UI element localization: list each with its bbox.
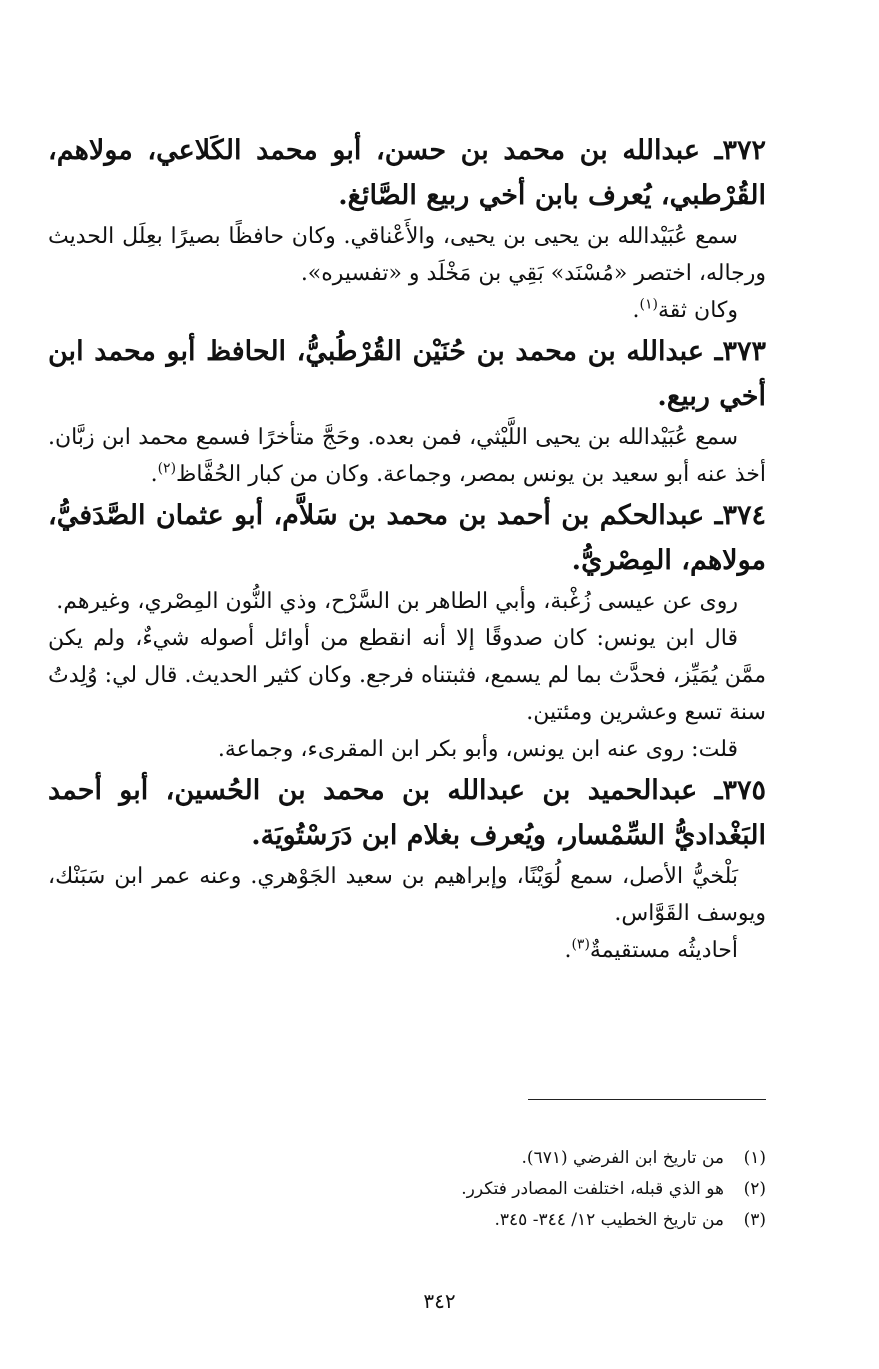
entry-372-period: . [632,298,640,323]
page-number: ٣٤٢ [423,1289,456,1313]
entry-373-title: ٣٧٣ـ عبدالله بن محمد بن حُنَيْن القُرْطُبيُّ، الحافظ أبو محمد ابن أخي ربيع. [48,336,766,412]
footnote-2 [48,1174,766,1205]
footnote-1-text: من تاريخ ابن الفرضي (٦٧١). [521,1148,724,1168]
entry-372-text: وكان ثقة [658,298,738,323]
entry-375-period: . [564,938,572,963]
footnote-ref-1: (١) [639,296,658,313]
entry-375-title: ٣٧٥ـ عبدالحميد بن عبدالله بن محمد بن الحُسين، أبو أحمد البَغْداديُّ السِّمْسار، ويُعرف بغلام ابن دَرَسْتُويَة. [48,775,766,851]
entry-373-paragraph-1 [48,419,766,493]
footnote-1 [48,1143,766,1174]
footnote-divider [528,1099,766,1100]
entry-374-paragraph-2: قال ابن يونس: كان صدوقًا إلا أنه انقطع من أوائل أصوله شيءٌ، ولم يكن ممَّن يُمَيِّز، فحدَّث بما لم يسمع، فثبتناه فرجع. وكان كثير الحديث. قال لي: وُلِدتُ سنة تسع وعشرين ومئتين. [48,626,766,725]
entry-373-period: . [150,462,158,487]
entry-372-paragraph-1: سمع عُبَيْدالله بن يحيى بن يحيى، والأَعْناقي. وكان حافظًا بصيرًا بعِلَل الحديث ورجاله، اختصر «مُسْنَد» بَقِي بن مَخْلَد و «تفسيره». [48,224,766,286]
footnote-1-number: (١) [743,1148,766,1168]
entry-375-paragraph-1: بَلْخيُّ الأصل، سمع لُوَيْنًا، وإبراهيم بن سعيد الجَوْهري. وعنه عمر ابن سَبَنْك، ويوسف القَوَّاس. [48,864,766,926]
footnote-2-text: هو الذي قبله، اختلفت المصادر فتكرر. [461,1179,724,1199]
footnote-3 [48,1205,766,1236]
footnote-ref-3: (٣) [571,936,590,953]
footnote-3-number: (٣) [743,1210,766,1230]
entry-375-paragraph-2 [48,932,766,969]
footnote-3-text: من تاريخ الخطيب ١٢/ ٣٤٤- ٣٤٥. [494,1210,724,1230]
page-body [48,128,766,969]
footnotes [48,1143,766,1236]
entry-375-text: أحاديثُه مستقيمةٌ [589,938,738,963]
entry-372-title: ٣٧٢ـ عبدالله بن محمد بن حسن، أبو محمد الكَلاعي، مولاهم، القُرْطبي، يُعرف بابن أخي ربيع الصَّائغ. [48,135,766,211]
footnote-2-number: (٢) [743,1179,766,1199]
entry-372-paragraph-2 [48,292,766,329]
entry-373-text: سمع عُبَيْدالله بن يحيى اللَّيْثي، فمن بعده. وحَجَّ متأخرًا فسمع محمد ابن زبَّان. أخذ عنه أبو سعيد بن يونس بمصر، وجماعة. وكان من كبار الحُفَّاظ [48,425,766,487]
entry-374-title: ٣٧٤ـ عبدالحكم بن أحمد بن محمد بن سَلاَّم، أبو عثمان الصَّدَفيُّ، مولاهم، المِصْريُّ. [48,500,766,576]
entry-374-paragraph-3: قلت: روى عنه ابن يونس، وأبو بكر ابن المقرىء، وجماعة. [217,737,738,762]
footnote-ref-2: (٢) [157,460,177,477]
entry-374-paragraph-1: روى عن عيسى زُغْبة، وأبي الطاهر بن السَّرْح، وذي النُّون المِصْري، وغيرهم. [56,589,738,614]
